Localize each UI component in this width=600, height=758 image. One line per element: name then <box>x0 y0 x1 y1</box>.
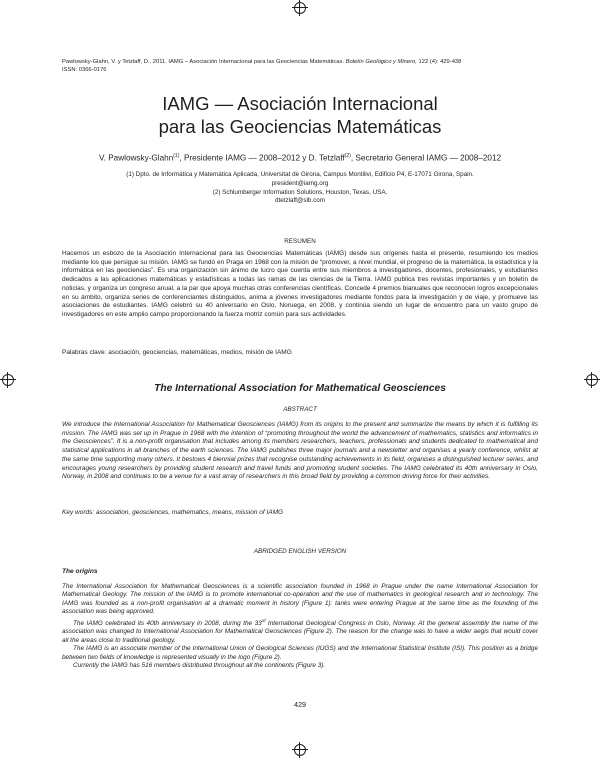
origins-body <box>62 583 538 671</box>
author-2-role: , Secretario General IAMG — 2008–2012 <box>350 153 502 163</box>
article-title <box>62 92 538 138</box>
origins-paragraph-4: Currently the IAMG has 516 members distributed throughout all the continents (Figure 3). <box>73 662 326 670</box>
author-1-affil-mark: (1) <box>173 153 180 159</box>
abridged-heading: ABRIDGED ENGLISH VERSION <box>253 548 347 555</box>
registration-mark-right <box>586 374 598 386</box>
email-2: dtetzlaff@slb.com <box>274 197 326 205</box>
resumen-heading: RESUMEN <box>284 238 316 245</box>
registration-mark-top <box>294 2 306 14</box>
abstract-text: We introduce the International Association for Mathematical Geosciences (IAMG) from its origins to the present and summarize the means by which it is fulfilling its mission. The IAMG was set up in Prague in 1968 with the intention of “promoting throughout the world the advancement of mathematics, statistics and informatics in the Geosciences”. It is a non-profit organisation that includes among its members researchers, teachers, professionals and students dedicated to mathematical and statistical applications in all branches of the earth sciences. The IAMG publishes three major journals and a newsletter and organises a yearly conference, whilst at the same time supporting many others. It bestows 4 biennial prizes that recognise outstanding achievements in its field, organises a distinguished lecturer series, and encourages young researchers by providing student research and travel funds and promoting student societies. The IAMG celebrated its 40th anniversary in Oslo, Norway, in 2008 and continues to be a venue for a vast array of researchers in this broad field by providing a common driving force for their activities. <box>62 421 538 481</box>
keywords: Key words: association, geosciences, mathematics, means, mission of IAMG <box>62 509 284 516</box>
affiliations <box>62 171 538 206</box>
running-header <box>62 58 542 74</box>
origins-paragraph-2 <box>62 617 538 645</box>
affiliation-1: (1) Dpto. de Informática y Matemática Aplicada, Universitat de Girona, Campus Montilivi, Edificio P4, E-17071 Girona, Spain. <box>126 171 474 178</box>
abstract-heading: ABSTRACT <box>283 406 317 413</box>
title-line-1: IAMG — Asociación Internacional <box>162 93 438 114</box>
origins-p2-end: International Geological Congress in Oslo, Norway. At the general assembly the name of the association was changed to International Association for Mathematical Geosciences (Figure 2). The reason for the change was to have a wider aegis that would cover all the areas close to traditional geology. <box>62 619 538 644</box>
title-line-2: para las Geociencias Matemáticas <box>158 116 442 137</box>
origins-paragraph-3: The IAMG is an associate member of the International Union of Geological Sciences (IUGS) and the International Statistical Institute (ISI). This position as a bridge between two fields of knowledge is represented visually in the logo (Figure 2). <box>62 645 538 661</box>
author-2-affil-mark: (2) <box>344 153 351 159</box>
english-title: The International Association for Mathematical Geosciences <box>154 383 446 394</box>
affiliation-2: (2) Schlumberger Information Solutions, Houston, Texas, USA. <box>212 188 388 196</box>
author-1-role: , Presidente IAMG — 2008–2012 y D. Tetzlaff <box>179 153 345 163</box>
page-number: 429 <box>294 700 306 709</box>
issn: ISSN: 0366-0176 <box>62 67 107 73</box>
resumen-text: Hacemos un esbozo de la Asociación Internacional para las Geociencias Matemáticas (IAMG) desde sus orígenes hasta el presente, resumiendo los medios mediante los que persigue su misión. IAMG se fundó en Praga en 1968 con la misión de “promover, a nivel mundial, el progreso de la matemática, la estadística y la informática en las geociencias”. Es una organización sin ánimo de lucro que cuenta entre sus miembros a investigadores, docentes, profesionales, y estudiantes dedicados a las aplicaciones matemáticas y estadísticas a todas las ramas de las ciencias de la Tierra. IAMG publica tres revistas importantes y un boletín de noticias, y organiza un congreso anual, a la par que apoya muchas otras conferencias científicas. Concede 4 premios bianuales que reconocen logros excepcionales en su ámbito, organiza series de conferenciantes distinguidos, anima a jóvenes investigadores mediante fondos para la investigación y de viaje, y promueve las asociaciones de estudiantes. IAMG celebró su 40 aniversario en Oslo, Noruega, en 2008, y continúa siendo un lugar de encuentro para un vasto grupo de investigadores en este amplio campo proporcionando la fuerza motriz común para sus actividades. <box>62 250 538 318</box>
registration-mark-left <box>2 374 14 386</box>
citation: Pawlowsky-Glahn, V. y Tetzlaff, D., 2011. IAMG – Asociación Internacional para las Geociencias Matemáticas. <box>62 59 345 65</box>
registration-mark-bottom <box>294 744 306 756</box>
origins-p2-start: The IAMG celebrated its 40th anniversary in 2008, during the 33 <box>73 619 262 627</box>
palabras-clave: Palabras clave: asociación, geociencias, matemáticas, medios, misión de IAMG <box>62 349 292 356</box>
volume: 122 (4): 429-438 <box>418 59 462 65</box>
ordinal-suffix: rd <box>261 617 266 623</box>
origins-paragraph-1: The International Association for Mathematical Geosciences is a scientific association founded in 1968 in Prague under the name International Association for Mathematical Geology. The mission of the IAMG is to promote international co-operation and the use of mathematics in geological research and in technology. The IAMG was founded as a non-profit organisation at a dramatic moment in history (Figure 1): tanks were entering Prague at the same time as the founding of the association was being approved. <box>62 583 538 616</box>
author-1: V. Pawlowsky-Glahn <box>98 153 174 163</box>
origins-heading: The origins <box>62 568 98 575</box>
email-1: president@iamg.org <box>271 179 329 187</box>
journal-name: Boletín Geológico y Minero, <box>345 59 417 65</box>
authors-line <box>62 151 538 164</box>
